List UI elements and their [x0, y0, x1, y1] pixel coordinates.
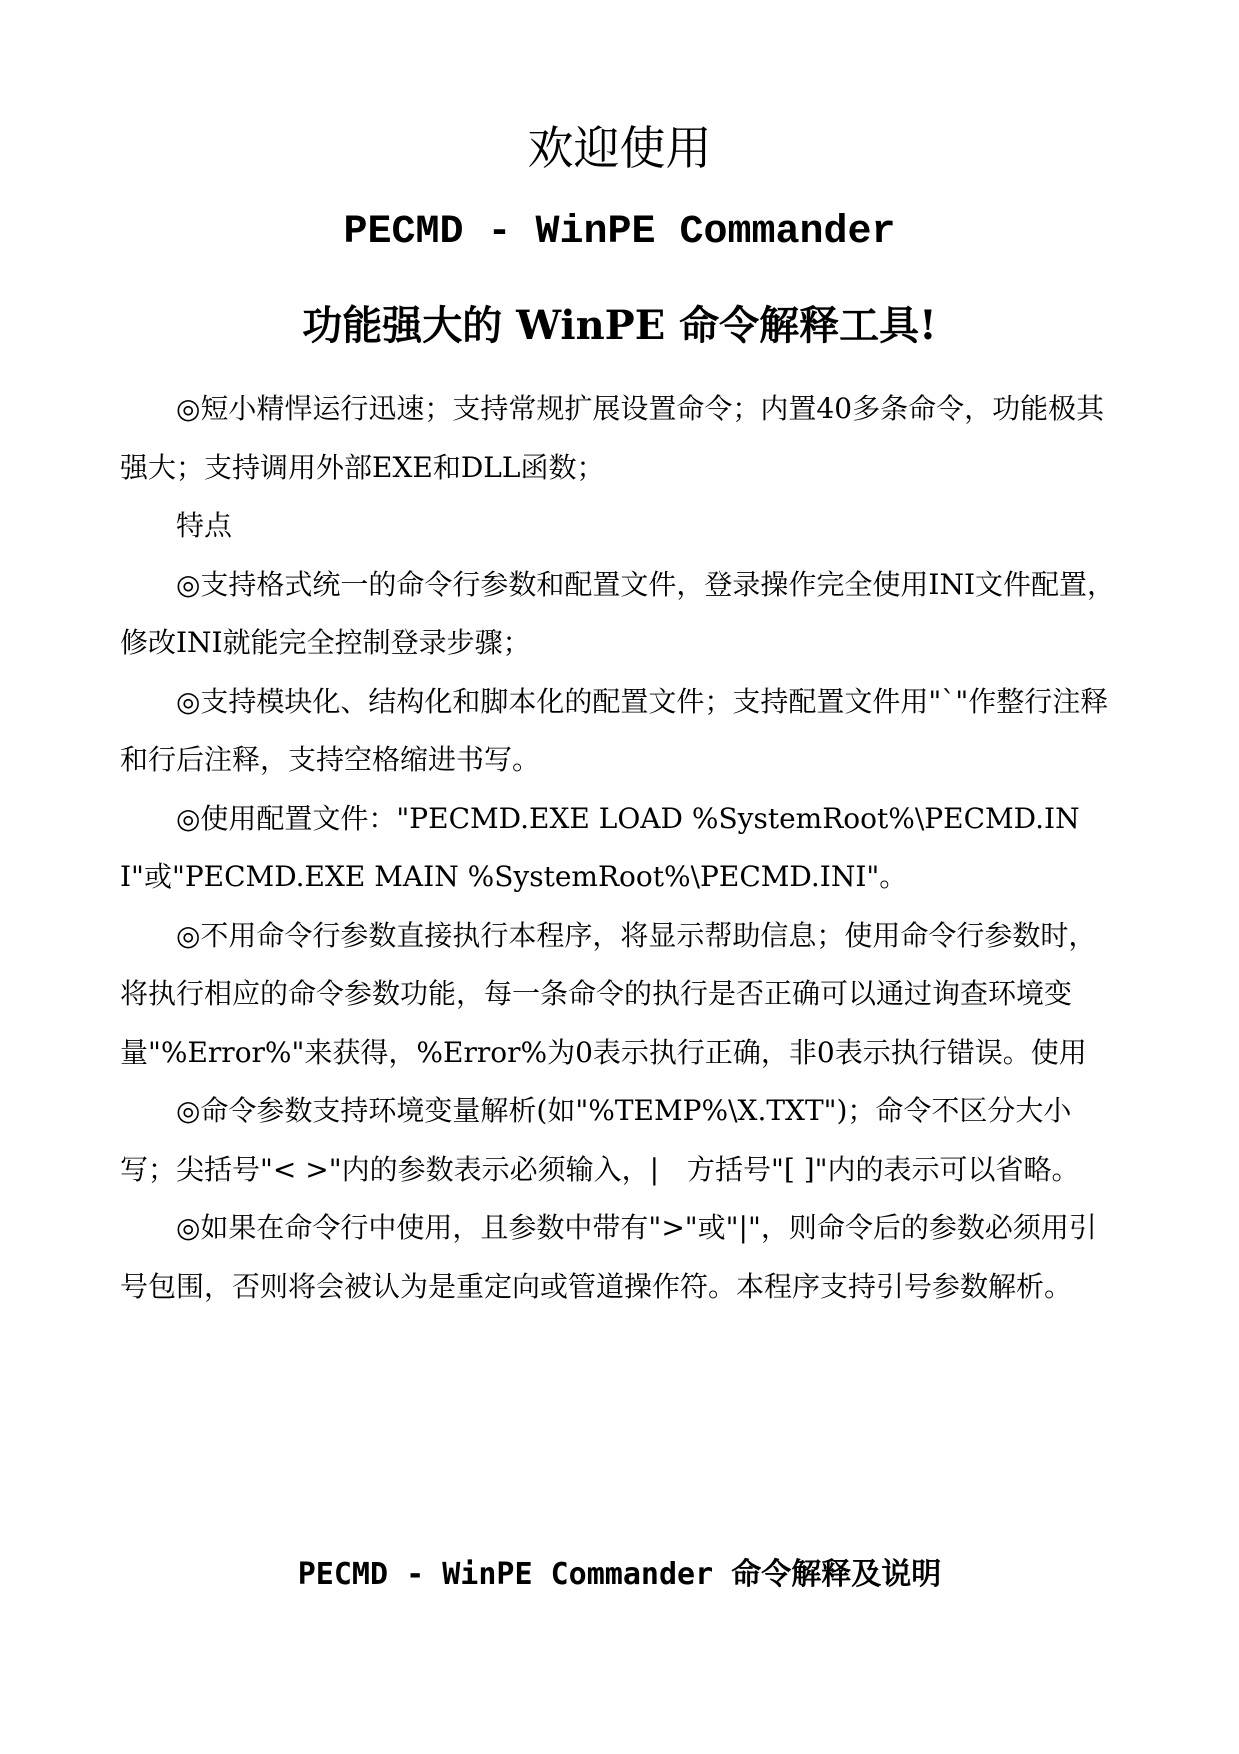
paragraph-config-usage: ◎使用配置文件："PECMD.EXE LOAD %SystemRoot%\PECMD.INI"或"PECMD.EXE MAIN %SystemRoot%\PECMD.INI"。: [120, 801, 1080, 893]
paragraph-quoting: ◎如果在命令行中使用，且参数中带有">"或"|"，则命令后的参数必须用引号包围，否则将会被认为是重定向或管道操作符。本程序支持引号参数解析。: [120, 1211, 1097, 1303]
section-heading: PECMD - WinPE Commander 命令解释及说明: [297, 1557, 942, 1592]
welcome-title: 欢迎使用: [527, 121, 712, 175]
paragraph-modular-config: ◎支持模块化、结构化和脚本化的配置文件；支持配置文件用"`"作整行注释和行后注释，支持空格缩进书写。: [120, 684, 1109, 776]
paragraph-env-vars: ◎命令参数支持环境变量解析(如"%TEMP%\X.TXT")；命令不区分大小写；尖括号"< >"内的参数表示必须输入，| 方括号"[ ]"内的表示可以省略。: [120, 1094, 1080, 1186]
document-body: [120, 380, 1120, 1316]
product-title: PECMD - WinPE Commander: [343, 210, 896, 255]
tagline-title: 功能强大的 WinPE 命令解释工具!: [302, 302, 937, 349]
paragraph-command-line: ◎不用命令行参数直接执行本程序，将显示帮助信息；使用命令行参数时，将执行相应的命令参数功能，每一条命令的执行是否正确可以通过询查环境变量"%Error%"来获得，%Error%为0表示执行正确，非0表示执行错误。使用: [120, 918, 1097, 1069]
paragraph-ini-config: ◎支持格式统一的命令行参数和配置文件，登录操作完全使用INI文件配置，修改INI就能完全控制登录步骤；: [120, 567, 1116, 659]
paragraph-intro: ◎短小精悍运行迅速；支持常规扩展设置命令；内置40多条命令，功能极其强大；支持调用外部EXE和DLL函数；: [120, 392, 1105, 484]
paragraph-features-heading: 特点: [176, 509, 233, 542]
